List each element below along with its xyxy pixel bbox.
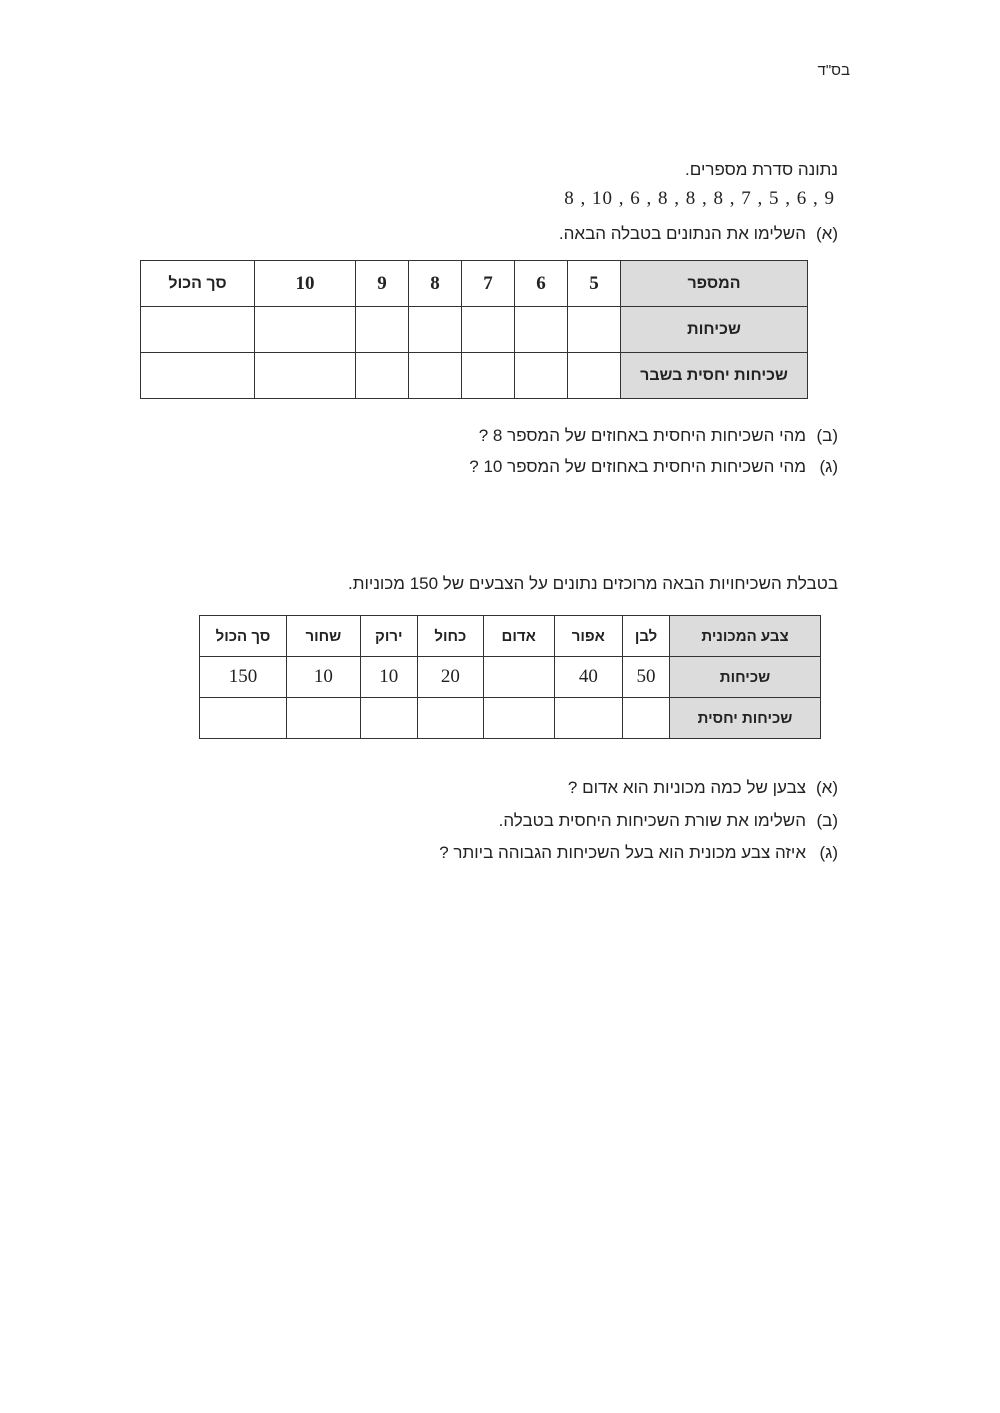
answer-cell[interactable] bbox=[515, 353, 568, 399]
column-header: אפור bbox=[554, 616, 623, 657]
answer-cell[interactable] bbox=[141, 353, 255, 399]
part2-question-a bbox=[568, 778, 838, 798]
frequency-cell: 50 bbox=[623, 657, 670, 698]
question-text: השלימו את שורת השכיחות היחסית בטבלה. bbox=[498, 811, 806, 830]
answer-cell[interactable] bbox=[483, 698, 554, 739]
part2-question-c bbox=[439, 843, 838, 863]
frequency-cell: 40 bbox=[554, 657, 623, 698]
question-letter: (ב) bbox=[816, 811, 838, 830]
answer-cell[interactable] bbox=[409, 307, 462, 353]
question-letter: (ב) bbox=[816, 426, 838, 445]
column-header: 7 bbox=[462, 261, 515, 307]
frequency-cell: 10 bbox=[360, 657, 417, 698]
column-header: 5 bbox=[568, 261, 621, 307]
answer-cell[interactable] bbox=[462, 307, 515, 353]
question-text: צבען של כמה מכוניות הוא אדום ? bbox=[567, 778, 806, 797]
frequency-table-cars bbox=[199, 615, 821, 739]
part1-question-c bbox=[469, 457, 838, 477]
answer-cell[interactable] bbox=[287, 698, 361, 739]
column-header: כחול bbox=[417, 616, 483, 657]
answer-cell[interactable] bbox=[255, 353, 356, 399]
part2-intro: בטבלת השכיחויות הבאה מרוכזים נתונים על הצבעים של 150 מכוניות. bbox=[348, 574, 838, 593]
question-text: איזה צבע מכונית הוא בעל השכיחות הגבוהה ביותר ? bbox=[439, 843, 806, 862]
answer-cell[interactable] bbox=[462, 353, 515, 399]
table-row bbox=[141, 307, 808, 353]
column-header: 6 bbox=[515, 261, 568, 307]
column-header: 9 bbox=[356, 261, 409, 307]
row-header: שכיחות bbox=[670, 657, 821, 698]
frequency-table-numbers bbox=[140, 260, 808, 399]
answer-cell[interactable] bbox=[360, 698, 417, 739]
answer-cell[interactable] bbox=[554, 698, 623, 739]
answer-cell[interactable] bbox=[141, 307, 255, 353]
question-letter: (א) bbox=[816, 224, 838, 243]
column-header-total: סך הכול bbox=[200, 616, 287, 657]
row-header: שכיחות יחסית bbox=[670, 698, 821, 739]
column-header: ירוק bbox=[360, 616, 417, 657]
part1-intro: נתונה סדרת מספרים. bbox=[685, 160, 838, 179]
part1-question-a bbox=[559, 224, 838, 244]
column-header: 10 bbox=[255, 261, 356, 307]
question-text: מהי השכיחות היחסית באחוזים של המספר 10 ? bbox=[469, 457, 806, 476]
row-header: המספר bbox=[621, 261, 808, 307]
header-mark: בס"ד bbox=[817, 62, 850, 79]
row-header: צבע המכונית bbox=[670, 616, 821, 657]
answer-cell[interactable] bbox=[356, 307, 409, 353]
question-letter: (א) bbox=[816, 778, 838, 797]
table-row bbox=[200, 698, 821, 739]
column-header: 8 bbox=[409, 261, 462, 307]
frequency-cell: 20 bbox=[417, 657, 483, 698]
answer-cell[interactable] bbox=[568, 307, 621, 353]
table-row bbox=[200, 657, 821, 698]
column-header-total: סך הכול bbox=[141, 261, 255, 307]
answer-cell[interactable] bbox=[200, 698, 287, 739]
question-letter: (ג) bbox=[819, 457, 838, 476]
row-header: שכיחות יחסית בשבר bbox=[621, 353, 808, 399]
total-frequency-cell: 150 bbox=[200, 657, 287, 698]
answer-cell[interactable] bbox=[417, 698, 483, 739]
frequency-cell: 10 bbox=[287, 657, 361, 698]
question-text: השלימו את הנתונים בטבלה הבאה. bbox=[558, 224, 806, 243]
column-header: לבן bbox=[623, 616, 670, 657]
column-header: אדום bbox=[483, 616, 554, 657]
answer-cell[interactable] bbox=[483, 657, 554, 698]
answer-cell[interactable] bbox=[623, 698, 670, 739]
row-header: שכיחות bbox=[621, 307, 808, 353]
answer-cell[interactable] bbox=[356, 353, 409, 399]
column-header: שחור bbox=[287, 616, 361, 657]
part1-question-b bbox=[479, 426, 838, 446]
table-row bbox=[141, 353, 808, 399]
table-row bbox=[141, 261, 808, 307]
part2-question-b bbox=[499, 811, 838, 831]
number-sequence: 8 , 10 , 6 , 8 , 8 , 8 , 7 , 5 , 6 , 9 bbox=[564, 188, 835, 209]
answer-cell[interactable] bbox=[409, 353, 462, 399]
question-letter: (ג) bbox=[819, 843, 838, 862]
table-row bbox=[200, 616, 821, 657]
question-text: מהי השכיחות היחסית באחוזים של המספר 8 ? bbox=[478, 426, 806, 445]
answer-cell[interactable] bbox=[255, 307, 356, 353]
answer-cell[interactable] bbox=[568, 353, 621, 399]
answer-cell[interactable] bbox=[515, 307, 568, 353]
